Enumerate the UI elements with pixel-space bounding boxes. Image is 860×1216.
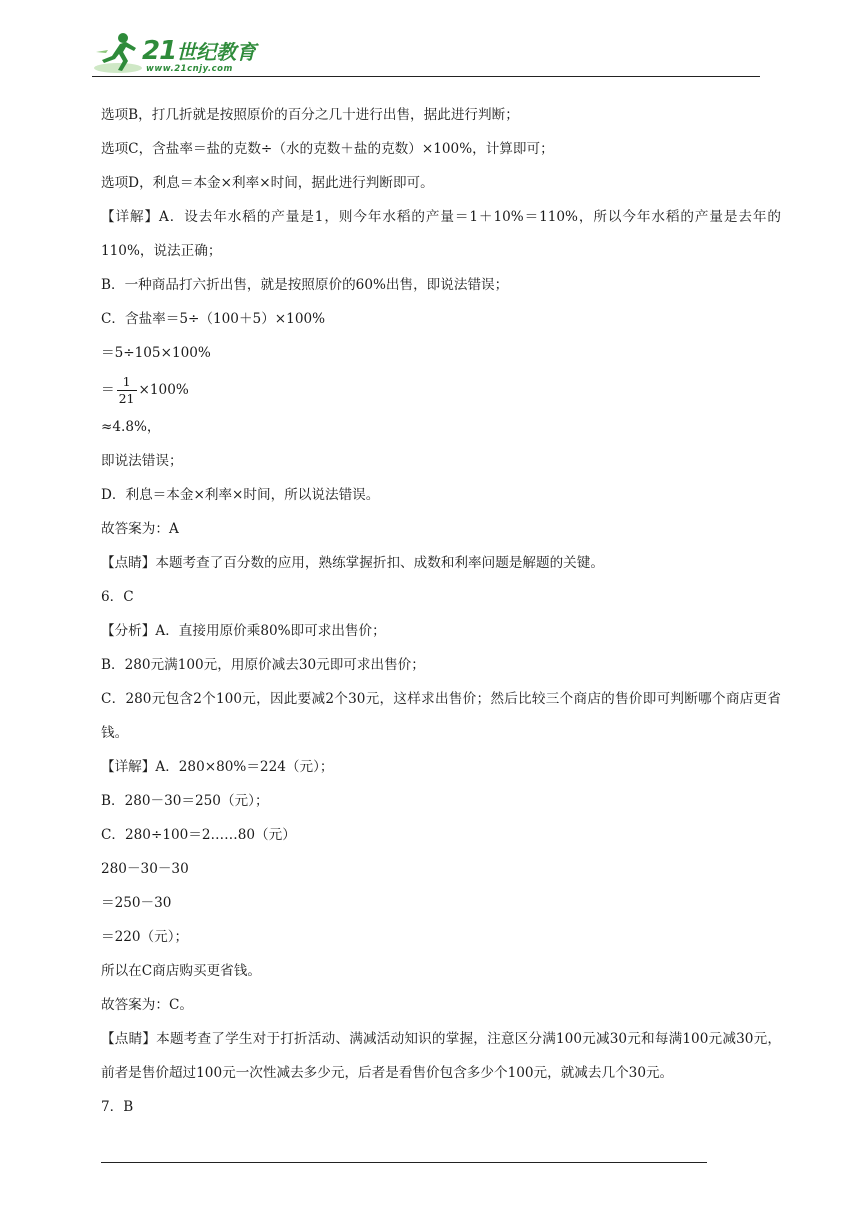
text-line: 280－30－30	[101, 861, 189, 877]
logo	[92, 30, 262, 78]
text-line: 选项D，利息＝本金×利率×时间，据此进行判断即可。	[101, 175, 434, 191]
question-number: 6．C	[101, 589, 134, 605]
text-line: ＝250－30	[101, 895, 172, 911]
text-line: C．含盐率＝5÷（100＋5）×100%	[101, 311, 326, 327]
text-line: 【分析】A．直接用原价乘80%即可求出售价；	[101, 623, 386, 639]
text-line: 【点睛】本题考查了百分数的应用，熟练掌握折扣、成数和利率问题是解题的关键。	[101, 555, 604, 571]
runner-logo-icon	[92, 30, 144, 76]
text-line: 故答案为：C。	[101, 997, 193, 1013]
text-line: 【详解】A．280×80%＝224（元）；	[101, 759, 334, 775]
text-line: B．280－30＝250（元）；	[101, 793, 269, 809]
text-line: 选项C，含盐率＝盐的克数÷（水的克数＋盐的克数）×100%，计算即可；	[101, 141, 554, 157]
text-line: 所以在C商店购买更省钱。	[101, 963, 261, 979]
text-line: 【详解】A．设去年水稻的产量是1，则今年水稻的产量＝1＋10%＝110%，所以今年水稻的产量是去年的110%，说法正确；	[101, 209, 781, 259]
logo-url: www.21cnjy.com	[146, 64, 233, 74]
header-divider	[92, 76, 760, 77]
logo-text: 21世纪教育	[142, 36, 257, 66]
text-line: D．利息＝本金×利率×时间，所以说法错误。	[101, 487, 380, 503]
text-line: C．280元包含2个100元，因此要减2个30元，这样求出售价；然后比较三个商店的售价即可判断哪个商店更省钱。	[101, 691, 781, 741]
page-header	[92, 30, 760, 80]
text-line: ＝220（元）；	[101, 929, 189, 945]
fraction-equation	[101, 370, 781, 410]
fraction-suffix: ×100%	[138, 382, 189, 398]
text-line: C．280÷100＝2……80（元）	[101, 827, 296, 843]
text-line: ＝5÷105×100%	[101, 345, 211, 361]
text-line: B．一种商品打六折出售，就是按照原价的60%出售，即说法错误；	[101, 277, 509, 293]
footer-divider	[101, 1162, 707, 1163]
question-number: 7．B	[101, 1099, 134, 1115]
denominator: 21	[118, 391, 135, 406]
text-line: ≈4.8%，	[101, 419, 161, 435]
text-line: 选项B，打几折就是按照原价的百分之几十进行出售，据此进行判断；	[101, 107, 519, 123]
numerator: 1	[122, 374, 131, 389]
text-line: B．280元满100元，用原价减去30元即可求出售价；	[101, 657, 425, 673]
fraction	[117, 374, 137, 407]
equals-sign: ＝	[101, 382, 115, 398]
text-line: 故答案为：A	[101, 521, 179, 537]
document-body	[101, 98, 781, 1124]
text-line: 即说法错误；	[101, 453, 183, 469]
text-line: 【点睛】本题考查了学生对于打折活动、满减活动知识的掌握，注意区分满100元减30元和每满100元减30元，前者是售价超过100元一次性减去多少元，后者是看售价包含多少个100元，就减去几个30元。	[101, 1031, 781, 1081]
